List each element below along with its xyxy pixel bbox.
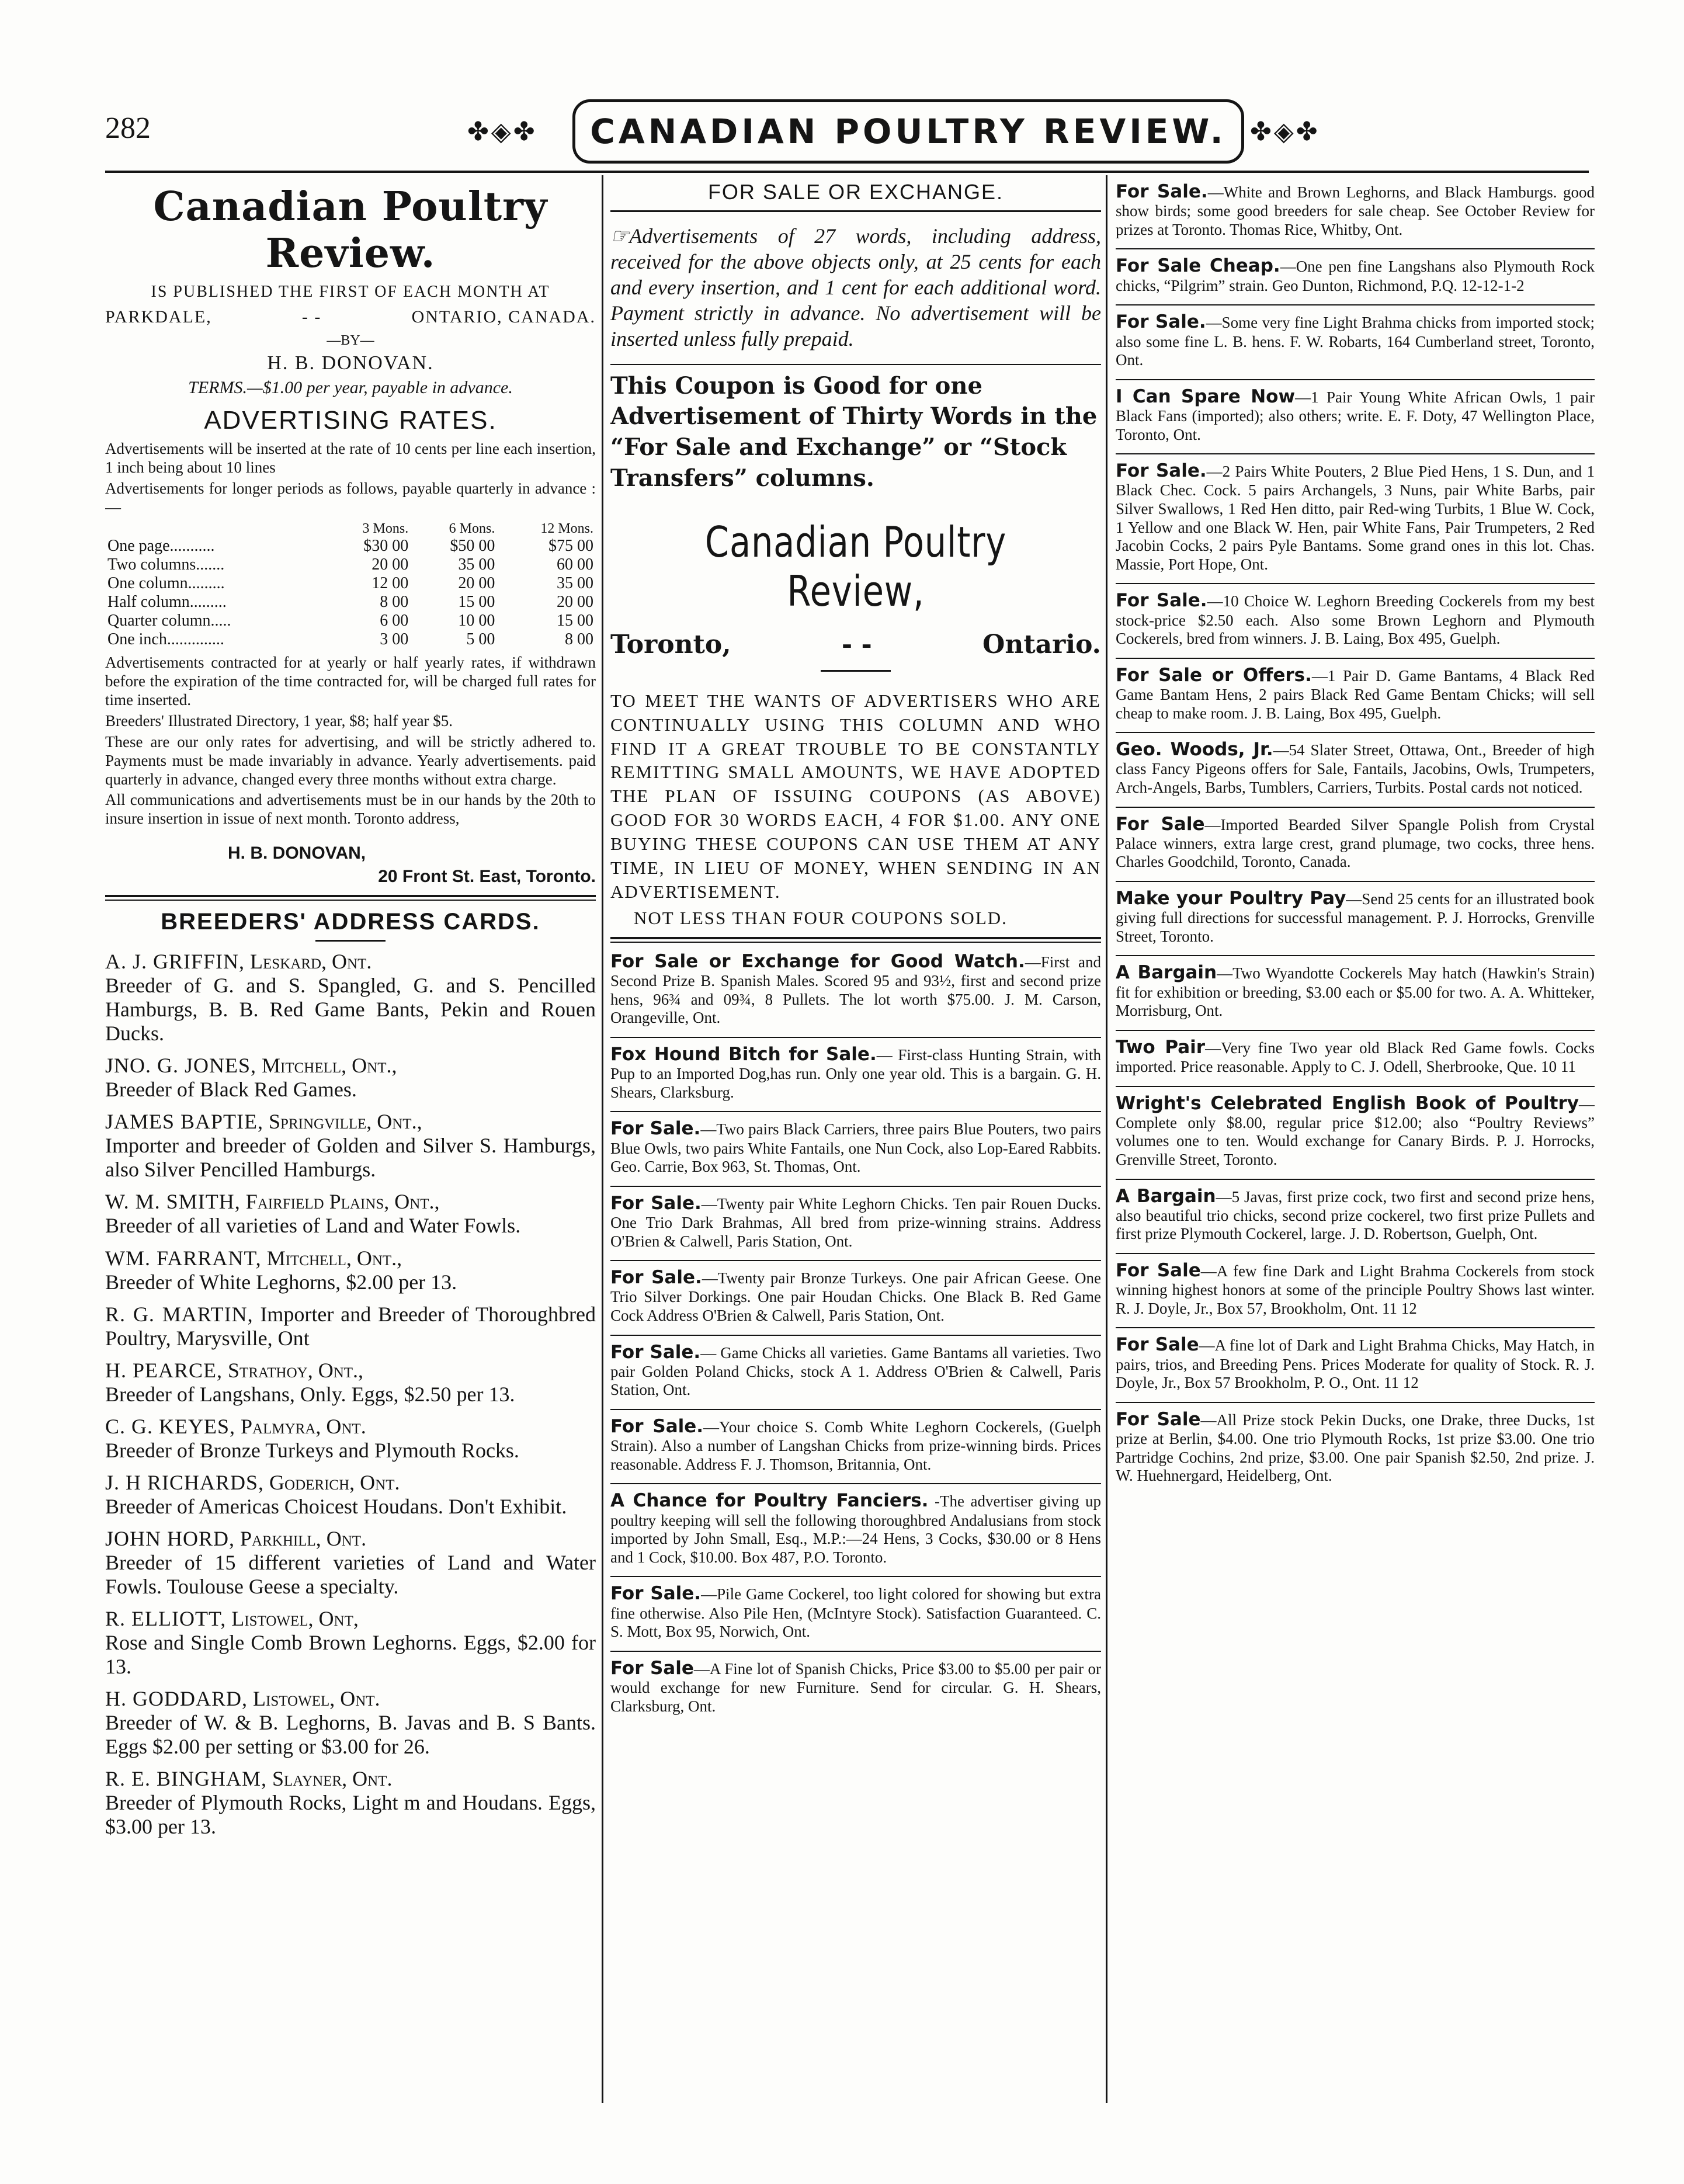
ad-text: —5 Javas, first prize cock, two first and second prize hens, also beautiful trio chicks, second prize cockerel, two first prize Pullets and first prize Plymouth Cockerel, large. J. D. Robertson, Guelph, Ont. (1116, 1188, 1595, 1243)
ad-text: —Send 25 cents for an illustrated book giving full directions for successful management. P. J. Horrocks, Grenville Street, Toronto. (1116, 890, 1595, 945)
breeders-heading: BREEDERS' ADDRESS CARDS. (161, 909, 540, 935)
breeder-card (105, 1303, 596, 1350)
breeder-name: R. G. MARTIN, (105, 1302, 254, 1326)
rates-cell: 8 00 (565, 630, 593, 649)
ad-text: -The advertiser giving up poultry keeping will sell the following thoroughbred Andalusians from stock imported by John Small, Esq., M.P.:—24 Hens, 3 Cocks, $30.00 or 8 Hens and 1 Cock, $10.00. Box 487, P.O. Toronto. (610, 1492, 1101, 1566)
rates-row (105, 593, 596, 612)
ad-heading: Geo. Woods, Jr. (1116, 739, 1273, 761)
ornament-left-icon: ✤◈✤ (467, 117, 537, 146)
ad-text: —Your choice S. Comb White Leghorn Cockerels, (Guelph Strain). Also a number of Langshan Chicks from prize-winning birds. Prices reasonable. Address F. J. Thomson, Britannia, Ont. (610, 1418, 1101, 1473)
breeder-card (105, 1190, 596, 1238)
ad-heading: For Sale Cheap. (1116, 255, 1280, 277)
breeder-text: Breeder of Americas Choicest Houdans. Don't Exhibit. (105, 1494, 567, 1518)
breeder-place: Listowel, Ont. (253, 1687, 380, 1711)
ad-divider (610, 1483, 1101, 1484)
rates-column-header: 12 Mons. (540, 521, 593, 537)
ad-text: —A Fine lot of Spanish Chicks, Price $3.00 to $5.00 per pair or would exchange for new Furniture. Send for circular. G. H. Shears, Clarksburg, Ont. (610, 1659, 1101, 1715)
column-middle (610, 175, 1101, 2126)
breeder-name: J. H RICHARDS, (105, 1470, 265, 1494)
ad-text: —All Prize stock Pekin Ducks, one Drake, three Ducks, 1st prize at Berlin, $4.00. One trio Plymouth Rocks, 1st prize $3.00. One trio Partridge Cochins, 2nd prize, $3.00. One pair Spanish $2.50, 2nd prize. J. W. Huehnergard, Heidelberg, Ont. (1116, 1411, 1595, 1485)
breeder-place: Mitchell, Ont., (266, 1246, 402, 1270)
ad-divider (1116, 1030, 1595, 1031)
ad-heading: A Chance for Poultry Fanciers. (610, 1490, 929, 1512)
rates-row-label: Quarter column..... (107, 612, 231, 630)
ad-text: —10 Choice W. Leghorn Breeding Cockerels from my best stock-price $2.50 each. Also some Brown Leghorn and Plymouth Cockerels, bred from winners. J. B. Laing, Box 495, Guelph. (1116, 592, 1595, 648)
place-right: ONTARIO, CANADA. (411, 307, 596, 327)
breeder-place: Listowel, Ont, (231, 1606, 359, 1630)
coupon-dashes: - - (841, 629, 872, 659)
ad-divider (1116, 304, 1595, 305)
rates-cell: 12 00 (371, 574, 409, 593)
breeder-text: Importer and breeder of Golden and Silver S. Hamburgs, also Silver Pencilled Hamburgs. (105, 1134, 596, 1182)
classified-ad (1116, 1334, 1595, 1392)
breeder-name: R. ELLIOTT, (105, 1606, 227, 1630)
classified-ad (1116, 255, 1595, 295)
breeder-name: R. E. BINGHAM, (105, 1767, 268, 1791)
ad-heading: For Sale. (610, 1341, 701, 1363)
sale-intro: ☞Advertisements of 27 words, including address, received for the above objects only, at 25 cents for each and every insertion, and 1 cent for each additional word. Payment strictly in advance. No advertisement will be inserted unless fully prepaid. (610, 224, 1101, 350)
rates-column-header: 6 Mons. (449, 521, 495, 537)
rates-cell: 15 00 (557, 612, 593, 630)
rates-cell: $75 00 (548, 537, 593, 555)
ad-text: —Complete only $8.00, regular price $12.00; also “Poultry Reviews” volumes one to ten. Would exchange for Canary Birds. P. J. Horrocks, Grenville Street, Toronto. (1116, 1095, 1595, 1169)
ad-heading: For Sale. (610, 1118, 701, 1140)
ad-text: —Imported Bearded Silver Spangle Polish from Crystal Palace winners, extra large crest, grand plumage, two cocks, three hens. Charles Goodchild, Toronto, Canada. (1116, 815, 1595, 871)
classified-ad (1116, 665, 1595, 723)
rates-cell: $30 00 (363, 537, 409, 555)
classified-ad (1116, 1409, 1595, 1485)
breeder-name: H. GODDARD, (105, 1687, 248, 1711)
breeder-place: Parkhill, Ont. (240, 1526, 367, 1550)
rates-row (105, 537, 596, 555)
classified-ad (1116, 1093, 1595, 1169)
short-rule (821, 670, 891, 672)
breeder-card (105, 1471, 596, 1519)
breeder-place: Fairfield Plains, Ont., (245, 1190, 440, 1214)
breeder-cards (105, 950, 596, 1839)
breeder-name: A. J. GRIFFIN, (105, 950, 245, 974)
rates-cell: 10 00 (458, 612, 495, 630)
ad-text: —Two Wyandotte Cockerels May hatch (Hawkin's Strain) fit for exhibition or breeding, $3.00 each or $5.00 for two. A. A. Whitteker, Morrisburg, Ont. (1116, 964, 1595, 1020)
rates-paragraph: Advertisements contracted for at yearly or half yearly rates, if withdrawn before the expiration of the time contracted for, will be charged full rates for time inserted. (105, 654, 596, 709)
rates-cell: 35 00 (458, 555, 495, 574)
ad-divider (1116, 955, 1595, 956)
ad-text: —Pile Game Cockerel, too light colored for showing but extra fine otherwise. Also Pile Hen, (McIntyre Stock). Satisfaction Guaranteed. C. S. Mott, Box 95, Norwich, Ont. (610, 1585, 1101, 1641)
place-line (105, 307, 596, 327)
rates-header-row (105, 521, 596, 537)
breeder-text: Breeder of 15 different varieties of Land and Water Fowls. Toulouse Geese a specialty. (105, 1550, 596, 1598)
ad-divider (610, 1037, 1101, 1038)
ad-text: —Very fine Two year old Black Red Game fowls. Cocks imported. Price reasonable. Apply to C. J. Odell, Sherbrooke, Que. 10 11 (1116, 1039, 1595, 1076)
classified-ad (1116, 181, 1595, 239)
breeder-text: Importer and Breeder of Thoroughbred Poultry, Marysville, Ont (105, 1302, 596, 1350)
classified-ad (610, 1658, 1101, 1716)
classified-ad (1116, 814, 1595, 871)
classified-ad (1116, 1260, 1595, 1318)
breeder-text: Breeder of G. and S. Spangled, G. and S. Pencilled Hamburgs, B. B. Red Game Bants, Pekin and Rouen Ducks. (105, 974, 596, 1046)
ad-heading: Fox Hound Bitch for Sale. (610, 1043, 877, 1065)
signature-address: 20 Front St. East, Toronto. (378, 867, 596, 887)
rates-paragraph: Breeders' Illustrated Directory, 1 year, $8; half year $5. (105, 712, 453, 730)
advertising-rates-heading: ADVERTISING RATES. (204, 406, 497, 435)
column-right (1116, 175, 1595, 2126)
ad-heading: For Sale. (610, 1267, 702, 1289)
classified-ad (610, 1342, 1101, 1400)
breeder-card (105, 1359, 596, 1407)
ads-middle-list (610, 951, 1101, 1716)
breeder-card (105, 950, 596, 1046)
ad-heading: For Sale (1116, 813, 1205, 835)
ad-heading: For Sale. (1116, 460, 1207, 482)
ad-text: —One pen fine Langshans also Plymouth Rock chicks, “Pilgrim” strain. Geo Dunton, Richmond, P.Q. 12-12-1-2 (1116, 258, 1595, 294)
ad-divider (1116, 881, 1595, 882)
rates-cell: 35 00 (557, 574, 593, 593)
ad-divider (610, 1651, 1101, 1652)
ad-heading: For Sale (1116, 1408, 1201, 1430)
ad-divider (1116, 1086, 1595, 1087)
ad-text: —2 Pairs White Pouters, 2 Blue Pied Hens, 1 S. Dun, and 1 Black Chec. Cock. 5 pairs Archangels, 3 Nuns, pair White Barbs, pair Silver Swallows, 1 Red Hen ditto, pair Red-wing Turbits, 1 Blue W. Cock, 1 Yellow and one Black W. Hen, pair White Fans, Pair Trumpeters, 2 Red Jacobin Cocks, 2 pairs Pyle Bantams. Some grand ones in this lot. Chas. Massie, Port Hope, Ont. (1116, 463, 1595, 573)
ad-divider (1116, 248, 1595, 249)
classified-ad (610, 1583, 1101, 1641)
ad-divider (610, 1186, 1101, 1187)
ornament-right-icon: ✤◈✤ (1250, 117, 1320, 146)
ad-divider (610, 1260, 1101, 1261)
ad-divider (610, 1111, 1101, 1112)
ad-divider (1116, 379, 1595, 380)
rates-cell: $50 00 (450, 537, 495, 555)
ad-heading: For Sale or Exchange for Good Watch. (610, 950, 1025, 972)
classified-ad (610, 1267, 1101, 1325)
breeder-place: Goderich, Ont. (269, 1470, 400, 1494)
breeder-place: Springville, Ont., (269, 1110, 422, 1134)
page-number: 282 (105, 112, 151, 145)
ad-divider (1116, 1253, 1595, 1254)
ad-heading: For Sale. (610, 1583, 702, 1605)
breeder-name: W. M. SMITH, (105, 1190, 241, 1214)
rates-cell: 3 00 (380, 630, 409, 649)
ad-heading: For Sale. (610, 1415, 704, 1437)
coupon-city: Toronto, (610, 629, 731, 659)
classified-ad (1116, 739, 1595, 797)
breeder-text: Breeder of W. & B. Leghorns, B. Javas and B. S Bants. Eggs $2.00 per setting or $3.00 for 26. (105, 1711, 596, 1759)
ad-text: —A fine lot of Dark and Light Brahma Chicks, May Hatch, in pairs, trios, and Breeding Pens. Prices Moderate for quality of Stock. R. J. Doyle, Jr., Box 57 Brookholm, P. O., Ont. 11 12 (1116, 1336, 1595, 1392)
breeder-text: Breeder of Bronze Turkeys and Plymouth Rocks. (105, 1438, 519, 1462)
ad-text: —Twenty pair Bronze Turkeys. One pair African Geese. One Trio Silver Dorkings. One pair Houdan Chicks. One Black B. Red Game Cock Address O'Brien & Calwell, Paris Station, Ont. (610, 1269, 1101, 1324)
short-rule (315, 940, 386, 942)
by-line: —BY— (327, 333, 374, 348)
ads-right-list (1116, 181, 1595, 1485)
breeder-card (105, 1246, 596, 1294)
ad-heading: I Can Spare Now (1116, 386, 1296, 407)
breeder-text: Breeder of Black Red Games. (105, 1078, 357, 1102)
rates-column-header: 3 Mons. (362, 521, 409, 537)
signature-name: H. B. DONOVAN, (228, 843, 366, 863)
rates-paragraph: Advertisements will be inserted at the rate of 10 cents per line each insertion, 1 inch being about 10 lines (105, 440, 596, 476)
ad-text: —White and Brown Leghorns, and Black Hamburgs. good show birds; some good breeders for sale cheap. See October Review for prizes at Toronto. Thomas Rice, Whitby, Ont. (1116, 183, 1595, 238)
ad-heading: For Sale (610, 1657, 694, 1679)
section-rule (610, 937, 1101, 943)
ad-divider (1116, 1179, 1595, 1180)
classified-ad (610, 1490, 1101, 1567)
rates-row-label: One column......... (107, 574, 225, 593)
ad-heading: For Sale. (1116, 311, 1206, 333)
breeder-card (105, 1054, 596, 1102)
ad-divider (1116, 732, 1595, 733)
breeder-name: JOHN HORD, (105, 1526, 235, 1550)
ad-text: —Twenty pair White Leghorn Chicks. Ten pair Rouen Ducks. One Trio Dark Brahmas, All bred from prize-winning strains. Address O'Brien & Calwell, Paris Station, Ont. (610, 1195, 1101, 1250)
editor-name: H. B. DONOVAN. (267, 352, 434, 374)
place-dashes: - - (301, 307, 322, 327)
rates-row (105, 555, 596, 574)
rates-paragraph: Advertisements for longer periods as follows, payable quarterly in advance :— (105, 479, 596, 516)
ad-text: —A few fine Dark and Light Brahma Cockerels from stock winning highest honors at some of the principle Poultry Shows last winter. R. J. Doyle, Jr., Box 57, Brookholm, Ont. 11 12 (1116, 1262, 1595, 1317)
ad-heading: A Bargain (1116, 962, 1217, 984)
rates-cell: 15 00 (458, 593, 495, 612)
ad-heading: For Sale (1116, 1334, 1199, 1356)
rates-row (105, 574, 596, 593)
rates-row (105, 630, 596, 649)
column-left (105, 175, 596, 2126)
ad-divider (1116, 583, 1595, 584)
rates-cell: 60 00 (557, 555, 593, 574)
rates-cell: 20 00 (557, 593, 593, 612)
ad-heading: For Sale. (610, 1192, 702, 1214)
section-rule (105, 895, 596, 901)
column-divider (602, 175, 603, 2103)
rates-row (105, 612, 596, 630)
rates-paragraph: All communications and advertisements must be in our hands by the 20th to insure insertion in issue of next month. Toronto address, (105, 791, 596, 828)
ad-heading: Two Pair (1116, 1036, 1206, 1058)
breeder-card (105, 1607, 596, 1679)
rates-table (105, 521, 596, 649)
breeder-text: Breeder of Langshans, Only. Eggs, $2.50 per 13. (105, 1382, 515, 1406)
ad-text: — Game Chicks all varieties. Game Bantams all varieties. Two pair Golden Poland Chicks, stock A 1. Address O'Brien & Calwell, Paris Station, Ont. (610, 1343, 1101, 1399)
breeder-name: JNO. G. JONES, (105, 1054, 257, 1078)
breeder-place: Mitchell, Ont., (262, 1054, 397, 1078)
ad-heading: For Sale. (1116, 590, 1207, 612)
classified-ad (610, 1193, 1101, 1251)
breeder-text: Rose and Single Comb Brown Leghorns. Eggs, $2.00 for 13. (105, 1630, 596, 1678)
rates-cell: 20 00 (458, 574, 495, 593)
breeder-name: H. PEARCE, (105, 1358, 223, 1382)
rates-cell: 20 00 (371, 555, 409, 574)
breeder-name: C. G. KEYES, (105, 1414, 236, 1438)
classified-ad (610, 1416, 1101, 1474)
classified-ad (1116, 311, 1595, 369)
classified-ad (1116, 460, 1595, 574)
classified-ad (1116, 888, 1595, 946)
ad-text: —1 Pair D. Game Bantams, 4 Black Red Game Bantam Hens, 2 pairs Black Red Game Bentam Chicks; will sell cheap to make room. J. B. Laing, Box 495, Guelph. (1116, 666, 1595, 722)
ad-divider (610, 1576, 1101, 1577)
coupon-publication-title: Canadian Poultry Review, (704, 517, 1007, 616)
ad-divider (1116, 1327, 1595, 1328)
ad-divider (610, 1335, 1101, 1336)
breeder-name: JAMES BAPTIE, (105, 1110, 264, 1134)
place-left: PARKDALE, (105, 307, 212, 327)
publication-name: Canadian Poultry Review. (153, 183, 548, 277)
coupon-minimum: NOT LESS THAN FOUR COUPONS SOLD. (634, 907, 1008, 928)
breeder-card (105, 1110, 596, 1182)
coupon-text: This Coupon is Good for one Advertisement of Thirty Words in the “For Sale and Exchange” or “Stock Transfers” columns. (610, 371, 1098, 492)
ad-heading: Wright's Celebrated English Book of Poultry (1116, 1092, 1579, 1114)
ad-text: —1 Pair Young White African Owls, 1 pair Black Fans (imported); also others; write. E. F. Doty, 47 Wellington Place, Toronto, Ont. (1116, 388, 1595, 443)
heading-rule (610, 210, 1101, 212)
ad-divider (610, 1409, 1101, 1410)
rates-cell: 5 00 (466, 630, 495, 649)
classified-ad (1116, 386, 1595, 444)
terms: TERMS.—$1.00 per year, payable in advance. (188, 378, 513, 397)
ad-text: —Some very fine Light Brahma chicks from imported stock; also some fine L. B. hens. F. W. Robarts, 164 Cumberland street, Toronto, Ont. (1116, 314, 1595, 369)
breeder-text: Breeder of White Leghorns, $2.00 per 13. (105, 1270, 457, 1294)
published-line: IS PUBLISHED THE FIRST OF EACH MONTH AT (151, 283, 550, 301)
classified-ad (610, 1118, 1101, 1176)
breeder-name: WM. FARRANT, (105, 1246, 262, 1270)
ad-divider (1116, 807, 1595, 808)
masthead (105, 99, 1589, 164)
ad-heading: For Sale (1116, 1260, 1201, 1282)
classified-ad (1116, 962, 1595, 1020)
classified-ad (610, 951, 1101, 1027)
coupon-province: Ontario. (982, 629, 1101, 659)
column-divider (1106, 175, 1107, 2103)
breeder-place: Leskard, Ont. (250, 950, 372, 974)
rates-row-label: One inch.............. (107, 630, 224, 649)
breeder-place: Palmyra, Ont. (241, 1414, 366, 1438)
classified-ad (1116, 1037, 1595, 1077)
rates-cell: 6 00 (380, 612, 409, 630)
ad-text: —Two pairs Black Carriers, three pairs Blue Pouters, two pairs Blue Owls, two pairs White Fantails, one Nun Cock, also Lop-Eared Rabbits. Geo. Carrie, Box 963, St. Thomas, Ont. (610, 1120, 1101, 1176)
ad-divider (1116, 1402, 1595, 1403)
ad-divider (1116, 453, 1595, 454)
ad-heading: For Sale. (1116, 181, 1208, 202)
coupon-info: TO MEET THE WANTS OF ADVERTISERS WHO ARE CONTINUALLY USING THIS COLUMN AND WHO FIND IT A GREAT TROUBLE TO BE CONSTANTLY REMITTING SMALL AMOUNTS, WE HAVE ADOPTED THE PLAN OF ISSUING COUPONS (AS ABOVE) GOOD FOR 30 WORDS EACH, 4 FOR $1.00. ANY ONE BUYING THESE COUPONS CAN USE THEM AT ANY TIME, IN LIEU OF MONEY, WHEN SENDING IN AN ADVERTISEMENT. (610, 690, 1101, 902)
rates-row-label: Half column......... (107, 593, 227, 612)
ad-heading: A Bargain (1116, 1185, 1216, 1207)
breeder-card (105, 1687, 596, 1759)
breeder-text: Breeder of Plymouth Rocks, Light m and Houdans. Eggs, $3.00 per 13. (105, 1791, 596, 1839)
breeder-card (105, 1767, 596, 1839)
coupon-place (610, 630, 1101, 659)
classified-ad (1116, 590, 1595, 648)
breeder-place: Slayner, Ont. (272, 1767, 393, 1791)
masthead-title: CANADIAN POULTRY REVIEW. (572, 99, 1244, 164)
ad-divider (1116, 658, 1595, 659)
rates-cell: 8 00 (380, 593, 409, 612)
rates-paragraph: These are our only rates for advertising, and will be strictly adhered to. Payments must be made invariably in advance. Yearly advertisements. paid quarterly in advance, changed every three months without extra charge. (105, 732, 596, 788)
ad-heading: Make your Poultry Pay (1116, 887, 1346, 909)
ad-text: —First and Second Prize B. Spanish Males. Scored 95 and 93½, first and second prize hens, 96¾ and 09¾, 8 Pullets. The lot worth $75.00. J. M. Carson, Orangeville, Ont. (610, 953, 1101, 1027)
breeder-text: Breeder of all varieties of Land and Water Fowls. (105, 1214, 521, 1238)
classified-ad (610, 1044, 1101, 1102)
ad-text: —54 Slater Street, Ottawa, Ont., Breeder of high class Fancy Pigeons offers for Sale, Fantails, Jacobins, Owls, Trumpeters, Arch-Angels, Barbs, Tumblers, Carriers, Turbits. Postal cards not noticed. (1116, 741, 1595, 796)
masthead-rule (105, 171, 1589, 173)
breeder-card (105, 1415, 596, 1463)
rates-row-label: One page........... (107, 537, 215, 555)
rule (610, 364, 1101, 365)
ad-text: — First-class Hunting Strain, with Pup to an Imported Dog,has run. Only one year old. This is a bargain. G. H. Shears, Clarksburg. (610, 1046, 1101, 1101)
rates-row-label: Two columns....... (107, 555, 225, 574)
breeder-card (105, 1527, 596, 1599)
breeder-place: Strathoy, Ont., (228, 1358, 364, 1382)
ad-heading: For Sale or Offers. (1116, 664, 1312, 686)
classified-ad (1116, 1186, 1595, 1244)
sale-heading: FOR SALE OR EXCHANGE. (707, 180, 1004, 204)
